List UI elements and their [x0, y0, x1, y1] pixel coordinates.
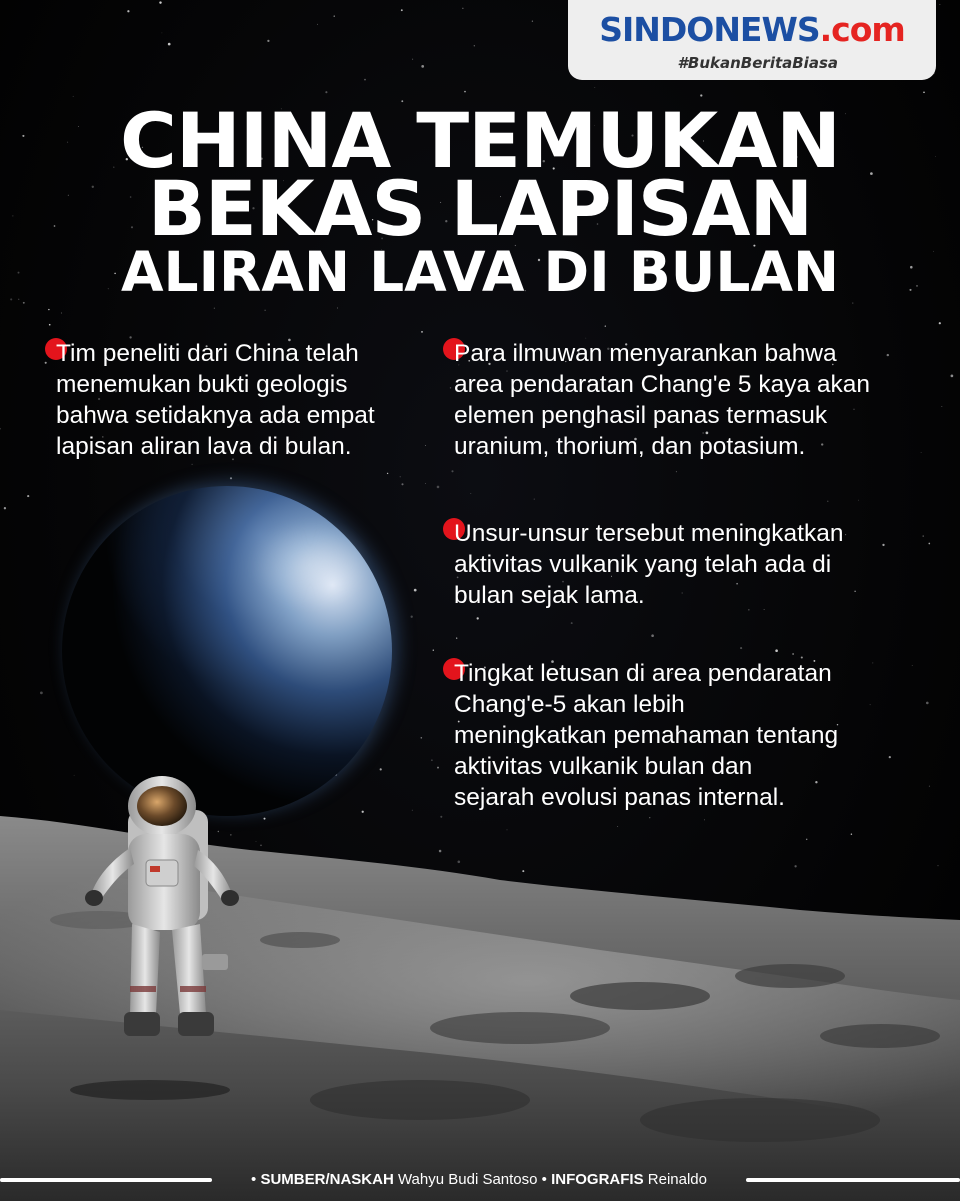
star [889, 756, 891, 758]
star [437, 486, 440, 489]
credit-separator: • [541, 1171, 547, 1188]
star [923, 91, 925, 93]
star [651, 634, 654, 637]
bullet-line: aktivitas vulkanik yang telah ada di [454, 551, 832, 578]
star [923, 535, 924, 536]
star [870, 704, 871, 705]
star [267, 40, 269, 42]
brand-box [568, 0, 936, 80]
footer-divider-left [0, 1178, 212, 1182]
bullet-line: meningkatkan pemahaman tentang [454, 722, 839, 749]
credits-text [216, 1170, 742, 1190]
star [230, 477, 232, 479]
bullet-line: elemen penghasil panas termasuk [454, 402, 828, 429]
star [942, 406, 943, 407]
star [926, 702, 929, 705]
star [929, 786, 930, 787]
star [61, 312, 62, 313]
crater [570, 982, 710, 1010]
star [4, 507, 6, 509]
bullet-point-3 [454, 518, 843, 611]
star [414, 589, 417, 592]
logo-text-news: NEWS [713, 10, 820, 49]
star [401, 9, 403, 11]
star [421, 331, 423, 333]
star [317, 24, 318, 25]
footer-divider-right [746, 1178, 960, 1182]
star [470, 493, 471, 494]
star [676, 471, 677, 472]
star [191, 464, 192, 465]
star [594, 87, 595, 88]
source-label: SUMBER/NASKAH [260, 1171, 394, 1188]
star [431, 759, 433, 761]
star [162, 33, 163, 34]
star [425, 483, 426, 484]
star [334, 16, 335, 17]
star [364, 79, 366, 81]
bullet-line: Para ilmuwan menyarankan bahwa [454, 340, 837, 367]
star [411, 616, 413, 618]
star [387, 473, 388, 474]
star [462, 8, 463, 9]
bullet-point-2 [454, 338, 870, 462]
bullet-line: bulan sejak lama. [454, 582, 645, 609]
star [159, 1, 161, 3]
graphic-name: Reinaldo [647, 1171, 707, 1188]
star [939, 322, 941, 324]
star [380, 768, 382, 770]
bullet-line: menemukan bukti geologis [56, 371, 348, 398]
star [400, 476, 401, 477]
star [437, 767, 439, 769]
star [127, 10, 129, 12]
crater [310, 1080, 530, 1120]
star [571, 622, 573, 624]
bullet-line: uranium, thorium, dan potasium. [454, 433, 806, 460]
star [49, 324, 51, 326]
star [854, 591, 855, 592]
star [605, 325, 606, 326]
crater [430, 1012, 610, 1044]
star [939, 4, 940, 5]
star [951, 375, 954, 378]
bullet-point-4 [454, 658, 838, 813]
star [464, 91, 466, 93]
star [337, 308, 338, 309]
bullet-line: Chang'e-5 akan lebih [454, 691, 685, 718]
star [912, 665, 913, 666]
star [928, 543, 930, 545]
astronaut-image [76, 774, 246, 1074]
logo-text-sind: SIND [599, 10, 687, 49]
star [845, 534, 846, 535]
crater [260, 932, 340, 948]
source-name: Wahyu Budi Santoso [397, 1171, 538, 1188]
star [477, 617, 479, 619]
brand-tagline: #BukanBeritaBiasa [677, 54, 838, 72]
star [775, 649, 778, 652]
star [421, 65, 424, 68]
star [264, 310, 265, 311]
star [325, 91, 327, 93]
star [887, 354, 889, 356]
star [532, 21, 533, 22]
crater [735, 964, 845, 988]
crater [640, 1098, 880, 1142]
star [740, 647, 742, 649]
star [74, 775, 75, 776]
star [48, 309, 49, 310]
headline-line-1: CHINA TEMUKAN [119, 96, 841, 185]
star [858, 500, 859, 501]
headline-line-2: BEKAS LAPISAN [147, 164, 813, 253]
credit-separator: • [251, 1171, 257, 1188]
bullet-point-1 [56, 338, 375, 462]
earth-cloud-highlight [250, 520, 370, 610]
astronaut-shadow [70, 1080, 230, 1100]
crater [820, 1024, 940, 1048]
star [0, 428, 1, 430]
star [450, 387, 451, 388]
star [45, 362, 47, 364]
star [921, 452, 922, 453]
sindonews-logo[interactable] [568, 10, 936, 49]
logo-text-domain: .com [819, 10, 905, 49]
star [827, 501, 828, 502]
star [451, 470, 453, 472]
star [168, 43, 171, 46]
star [425, 445, 426, 446]
star [214, 308, 215, 309]
headline-line-3: ALIRAN LAVA DI BULAN [120, 240, 840, 304]
star [40, 692, 43, 695]
bullet-line: bahwa setidaknya ada empat [56, 402, 375, 429]
star [433, 650, 434, 651]
star [412, 59, 413, 60]
star [534, 499, 535, 500]
star [27, 495, 29, 497]
bullet-line: area pendaratan Chang'e 5 kaya akan [454, 371, 871, 398]
bullet-line: Tingkat letusan di area pendaratan [454, 660, 832, 687]
star [872, 662, 873, 663]
bullet-line: Tim peneliti dari China telah [56, 340, 359, 367]
footer-credits [0, 1170, 960, 1192]
star [401, 483, 403, 485]
star [792, 653, 794, 655]
star [474, 45, 475, 46]
star [421, 737, 423, 739]
logo-text-o: O [686, 10, 714, 49]
graphic-label: INFOGRAFIS [551, 1171, 644, 1188]
bullet-line: lapisan aliran lava di bulan. [56, 433, 352, 460]
bullet-line: aktivitas vulkanik bulan dan [454, 753, 753, 780]
bullet-line: Unsur-unsur tersebut meningkatkan [454, 520, 844, 547]
bullet-line: sejarah evolusi panas internal. [454, 784, 785, 811]
star [456, 638, 457, 639]
star [882, 544, 884, 546]
